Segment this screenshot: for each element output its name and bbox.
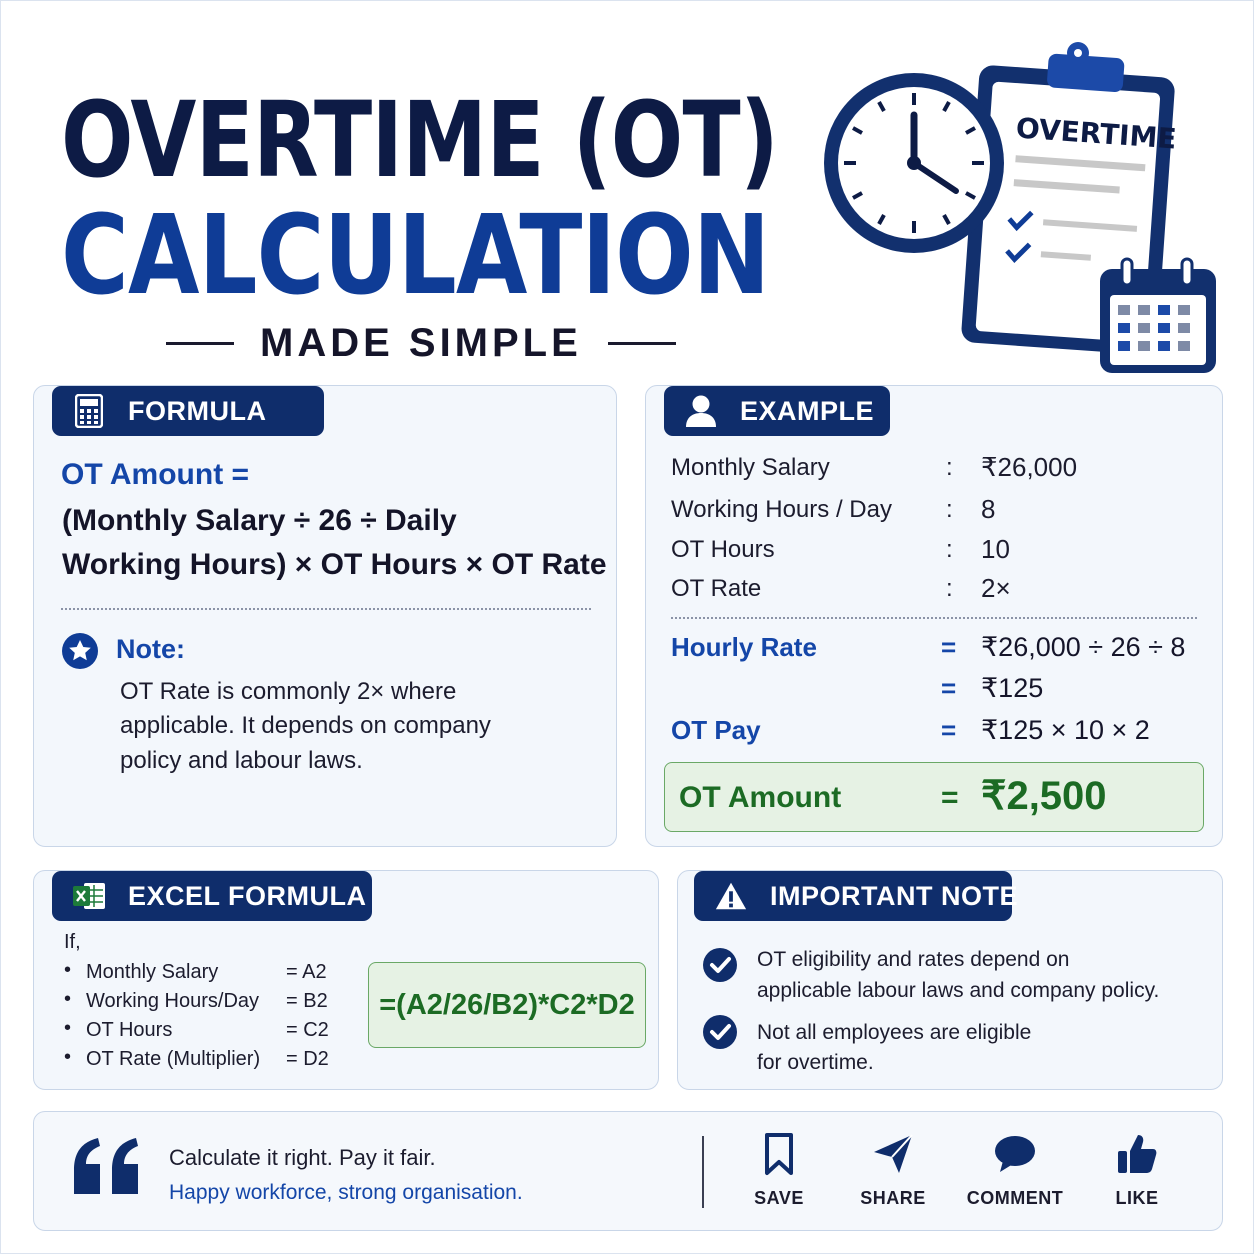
user-icon [684, 394, 718, 428]
excel-row-monthly-salary [64, 961, 354, 989]
like-button[interactable] [1082, 1132, 1192, 1217]
comment-button[interactable] [960, 1132, 1070, 1217]
ot-pay-expression: ₹125 × 10 × 2 [981, 715, 1150, 745]
excel-row-label: Monthly Salary [86, 961, 219, 983]
example-row-monthly-salary [671, 454, 1211, 490]
excel-row-cell: = C2 [286, 1019, 329, 1041]
quote-icon [70, 1134, 144, 1198]
example-row-label: Working Hours / Day [671, 496, 892, 523]
footer-card [33, 1111, 1223, 1231]
ot-pay-row [671, 715, 1211, 755]
thumbs-up-icon [1115, 1132, 1159, 1176]
check-circle-icon [702, 1014, 738, 1050]
note-line-2: applicable. It depends on company [120, 712, 491, 739]
excel-tab-label: EXCEL FORMULA [128, 880, 367, 911]
hero-illustration [816, 31, 1236, 381]
excel-formula-box: =(A2/26/B2)*C2*D2 [368, 962, 646, 1048]
subtitle-row [166, 319, 676, 367]
excel-intro: If, [64, 931, 81, 953]
excel-row-working-hours [64, 990, 354, 1018]
note-title: Note: [116, 634, 185, 664]
important-tab-label: IMPORTANT NOTE [770, 880, 1018, 911]
like-label: LIKE [1115, 1188, 1159, 1208]
example-row-value: 2× [981, 573, 1011, 603]
example-row-colon: : [946, 575, 953, 602]
bookmark-icon [757, 1132, 801, 1176]
formula-divider [61, 608, 591, 610]
equals-sign: = [941, 673, 957, 703]
save-button[interactable] [724, 1132, 834, 1217]
formula-tab-label: FORMULA [128, 395, 267, 426]
formula-label: OT Amount = [61, 458, 250, 491]
example-row-label: Monthly Salary [671, 454, 830, 481]
ot-amount-label: OT Amount [679, 781, 842, 814]
excel-row-cell: = D2 [286, 1048, 329, 1070]
share-button[interactable] [838, 1132, 948, 1217]
excel-row-cell: = B2 [286, 990, 328, 1012]
example-row-colon: : [946, 454, 953, 481]
hourly-rate-value: ₹125 [981, 673, 1044, 703]
example-row-label: OT Rate [671, 575, 762, 602]
example-row-value: ₹26,000 [981, 452, 1078, 482]
speech-bubble-icon [993, 1132, 1037, 1176]
hourly-rate-result-row [671, 673, 1211, 713]
formula-card [33, 385, 617, 847]
important-note-card [677, 870, 1223, 1090]
star-badge-icon [61, 632, 99, 670]
bullet: • [64, 959, 72, 981]
formula-tab [52, 386, 324, 436]
important-item-2-line-2: for overtime. [757, 1051, 874, 1074]
send-icon [871, 1132, 915, 1176]
bullet: • [64, 1046, 72, 1068]
example-row-ot-hours [671, 536, 1211, 572]
example-row-value: 10 [981, 534, 1010, 564]
footer-tagline: Calculate it right. Pay it fair. [169, 1145, 436, 1170]
hourly-rate-expression: ₹26,000 ÷ 26 ÷ 8 [981, 632, 1186, 662]
important-item-2-line-1: Not all employees are eligible [757, 1021, 1032, 1044]
example-row-ot-rate [671, 575, 1211, 611]
warning-icon [714, 879, 748, 913]
note-line-3: policy and labour laws. [120, 747, 363, 774]
example-row-colon: : [946, 496, 953, 523]
hourly-rate-label: Hourly Rate [671, 632, 817, 662]
calculator-icon [72, 394, 106, 428]
ot-amount-value: ₹2,500 [981, 774, 1107, 818]
subtitle-rule-left [166, 342, 234, 345]
equals-sign: = [941, 781, 959, 814]
footer-divider [702, 1136, 704, 1208]
save-label: SAVE [754, 1188, 804, 1208]
clock-icon [824, 73, 1004, 253]
excel-icon [72, 879, 106, 913]
excel-row-ot-hours [64, 1019, 354, 1047]
footer-subtagline: Happy workforce, strong organisation. [169, 1181, 523, 1204]
page-title-line2: CALCULATION [61, 191, 770, 319]
hourly-rate-row [671, 632, 1211, 672]
bullet: • [64, 1017, 72, 1039]
example-row-working-hours [671, 496, 1211, 532]
excel-row-label: OT Rate (Multiplier) [86, 1048, 261, 1070]
ot-pay-label: OT Pay [671, 715, 761, 745]
formula-line-2: Working Hours) × OT Hours × OT Rate [62, 548, 607, 581]
excel-row-label: Working Hours/Day [86, 990, 260, 1012]
bullet: • [64, 988, 72, 1010]
example-row-label: OT Hours [671, 536, 775, 563]
excel-formula-card [33, 870, 659, 1090]
important-item-1-line-1: OT eligibility and rates depend on [757, 948, 1070, 971]
example-tab [664, 386, 890, 436]
example-row-colon: : [946, 536, 953, 563]
important-tab [694, 871, 1018, 921]
check-circle-icon [702, 947, 738, 983]
example-divider [671, 617, 1197, 619]
clipboard-label: OVERTIME [1014, 111, 1178, 156]
excel-tab [52, 871, 372, 921]
excel-row-cell: = A2 [286, 961, 327, 983]
comment-label: COMMENT [966, 1188, 1064, 1208]
subtitle: MADE SIMPLE [260, 320, 582, 365]
example-row-value: 8 [981, 494, 996, 524]
excel-row-label: OT Hours [86, 1019, 173, 1041]
example-tab-label: EXAMPLE [740, 395, 875, 426]
note-line-1: OT Rate is commonly 2× where [120, 678, 457, 705]
calendar-icon [1100, 259, 1216, 373]
formula-line-1: (Monthly Salary ÷ 26 ÷ Daily [62, 504, 457, 537]
ot-amount-result [664, 762, 1204, 832]
excel-row-ot-rate [64, 1048, 354, 1076]
example-card [645, 385, 1223, 847]
share-label: SHARE [860, 1188, 926, 1208]
equals-sign: = [941, 632, 957, 662]
subtitle-rule-right [608, 342, 676, 345]
important-item-1-line-2: applicable labour laws and company policy. [757, 979, 1160, 1002]
equals-sign: = [941, 715, 957, 745]
page-title-line1: OVERTIME (OT) [61, 79, 778, 201]
